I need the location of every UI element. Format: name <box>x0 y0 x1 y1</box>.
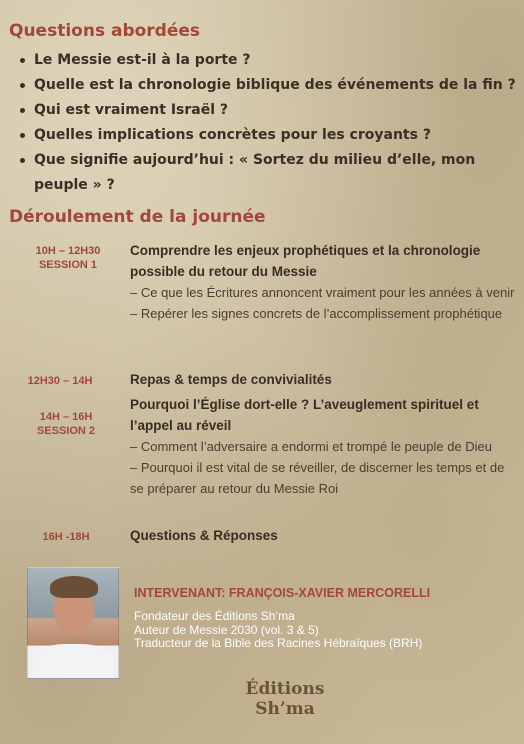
speaker-photo <box>27 567 119 679</box>
list-item: Que signifie aujourd’hui : « Sortez du milieu d’elle, mon peuple » ? <box>14 148 519 198</box>
qa-title: Questions & Réponses <box>130 528 278 543</box>
session1-title: Comprendre les enjeux prophétiques et la chronologie possible du retour du Messie <box>130 243 481 279</box>
session2-time: 14H – 16H <box>39 411 93 423</box>
questions-list <box>14 48 519 198</box>
schedule-heading: Déroulement de la journée <box>9 207 266 227</box>
speaker-line: Fondateur des Éditions Sh’ma <box>134 609 295 623</box>
questions-heading: Questions abordées <box>9 21 201 41</box>
list-item: Le Messie est-il à la porte ? <box>14 48 519 73</box>
brand-line2: Sh’ma <box>255 699 315 719</box>
speaker-bio <box>134 610 514 651</box>
qa-time: 16H -18H <box>42 531 90 543</box>
list-item: Qui est vraiment Israël ? <box>14 98 519 123</box>
session2-label: SESSION 2 <box>36 425 96 437</box>
session1-time: 10H – 12H30 <box>35 245 101 257</box>
publisher-logo <box>240 679 330 719</box>
break-time: 12H30 – 14H <box>27 375 93 387</box>
session2-time-block <box>18 410 114 438</box>
session2-title: Pourquoi l’Église dort-elle ? L’aveuglement spirituel et l’appel au réveil <box>130 397 479 433</box>
session1-point1: – Ce que les Écritures annoncent vraiment pour les années à venir <box>130 285 515 300</box>
speaker-line: Auteur de Messie 2030 (vol. 3 & 5) <box>134 622 319 637</box>
list-item: Quelles implications concrètes pour les croyants ? <box>14 123 519 148</box>
brand-line1: Éditions <box>245 679 325 699</box>
speaker-line: Traducteur de la Bible des Racines Hébraïques (BRH) <box>134 636 423 650</box>
session2-content <box>130 394 515 499</box>
speaker-title: INTERVENANT: FRANÇOIS-XAVIER MERCORELLI <box>134 586 431 600</box>
list-item: Quelle est la chronologie biblique des événements de la fin ? <box>14 73 519 98</box>
session1-point2: – Repérer les signes concrets de l’accomplissement prophétique <box>130 306 503 321</box>
session1-content <box>130 240 515 324</box>
session2-point2: – Pourquoi il est vital de se réveiller, de discerner les temps et de se préparer au retour du Messie Roi <box>130 460 505 496</box>
session1-label: SESSION 1 <box>38 259 98 271</box>
session2-point1: – Comment l’adversaire a endormi et trompé le peuple de Dieu <box>130 439 493 454</box>
session1-time-block <box>20 244 116 272</box>
break-title: Repas & temps de convivialités <box>130 372 332 387</box>
